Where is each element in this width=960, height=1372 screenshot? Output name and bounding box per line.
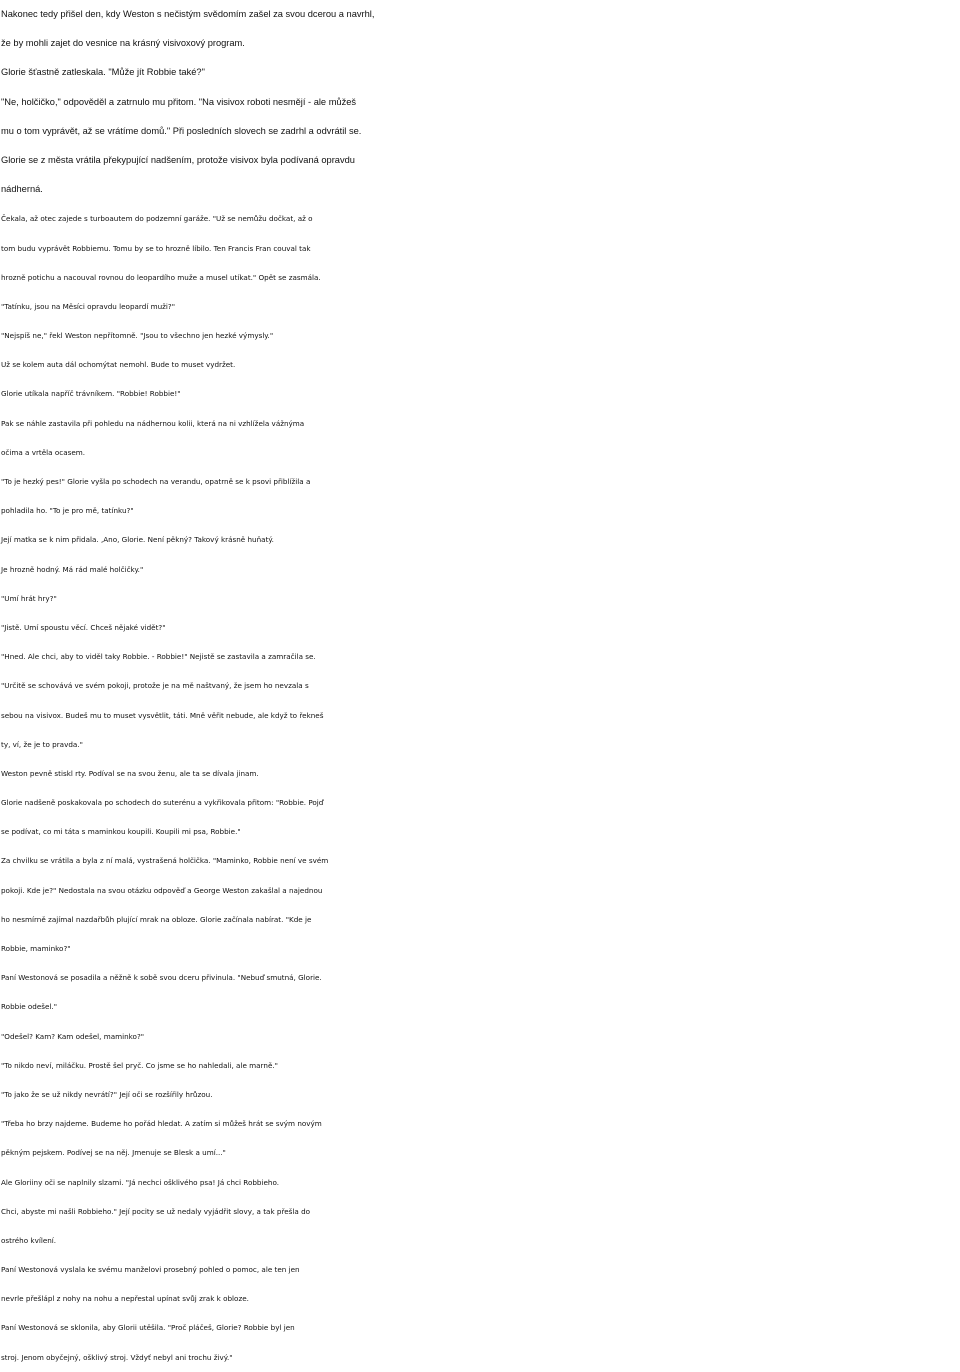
text-line: Glorie šťastně zatleskala. "Může jít Robbie také?" xyxy=(1,67,205,78)
text-line: Je hrozně hodný. Má rád malé holčičky." xyxy=(1,564,144,574)
text-line: Robbie odešel." xyxy=(1,1002,58,1012)
text-line: "To je hezký pes!" Glorie vyšla po schodech na verandu, opatrně se k psovi přiblížila a xyxy=(1,477,311,486)
text-line: "Nejspíš ne," řekl Weston nepřítomně. "Jsou to všechno jen hezké výmysly." xyxy=(1,331,274,341)
text-line: pohladila ho. "To je pro mě, tatínku?" xyxy=(1,506,134,516)
text-line: "Jistě. Umí spoustu věcí. Chceš nějaké vidět?" xyxy=(1,622,166,632)
text-line: ho nesmírně zajímal nazdařbůh plující mrak na obloze. Glorie začínala nabírat. "Kde je xyxy=(1,914,312,924)
text-line: Weston pevně stiskl rty. Podíval se na svou ženu, ale ta se dívala jinam. xyxy=(1,768,259,778)
text-line: Čekala, až otec zajede s turboautem do podzemní garáže. "Už se nemůžu dočkat, až o xyxy=(1,214,313,224)
text-line: Glorie se z města vrátila překypující nadšením, protože visivox byla podívaná opravdu xyxy=(1,154,355,165)
text-line: hrozně potichu a nacouval rovnou do leopardího muže a musel utíkat." Opět se zasmála. xyxy=(1,272,321,282)
text-line: Její matka se k nim přidala. ,Ano, Glorie. Není pěkný? Takový krásně huňatý. xyxy=(1,535,274,545)
text-line: ostrého kvílení. xyxy=(1,1235,57,1245)
text-line: Pak se náhle zastavila při pohledu na nádhernou kolii, která na ni vzhlížela vážnýma xyxy=(1,418,305,428)
text-line: Nakonec tedy přišel den, kdy Weston s nečistým svědomím zašel za svou dcerou a navrhl, xyxy=(1,9,375,19)
text-line: pokoji. Kde je?" Nedostala na svou otázku odpověď a George Weston zakašlal a najednou xyxy=(1,885,323,895)
text-line: mu o tom vyprávět, až se vrátíme domů." Při posledních slovech se zadrhl a odvrátil se. xyxy=(1,125,362,136)
text-line: "Hned. Ale chci, aby to viděl taky Robbie. - Robbie!" Nejistě se zastavila a zamračila se. xyxy=(1,652,316,662)
text-line: sebou na visivox. Budeš mu to muset vysvětlit, táti. Mně věřit nebude, ale když to řekneš xyxy=(1,710,324,720)
text-line: Glorie utíkala napříč trávníkem. "Robbie! Robbie!" xyxy=(1,389,181,399)
text-line: se podívat, co mi táta s maminkou koupili. Koupili mi psa, Robbie." xyxy=(1,827,241,837)
text-line: pěkným pejskem. Podívej se na něj. Jmenuje se Blesk a umí..." xyxy=(1,1148,226,1158)
text-line: "To jako že se už nikdy nevrátí?" Její oči se rozšířily hrůzou. xyxy=(1,1089,213,1099)
text-line: "Určitě se schovává ve svém pokoji, protože je na mě naštvaný, že jsem ho nevzala s xyxy=(1,681,309,691)
text-line: Chci, abyste mi našli Robbieho." Její pocity se už nedaly vyjádřit slovy, a tak přešla do xyxy=(1,1206,311,1216)
text-line: stroj. Jenom obyčejný, ošklivý stroj. Vždyť nebyl ani trochu živý." xyxy=(1,1352,233,1362)
text-line: ty, ví, že je to pravda." xyxy=(1,739,83,749)
text-line: "Odešel? Kam? Kam odešel, maminko?" xyxy=(1,1031,145,1041)
text-line: "Umí hrát hry?" xyxy=(1,593,57,603)
text-line: očima a vrtěla ocasem. xyxy=(1,447,86,457)
text-line: Už se kolem auta dál ochomýtat nemohl. Bude to muset vydržet. xyxy=(1,360,236,370)
text-line: "Třeba ho brzy najdeme. Budeme ho pořád hledat. A zatím si můžeš hrát se svým novým xyxy=(1,1119,322,1129)
text-line: Paní Westonová se posadila a něžně k sobě svou dceru přivinula. "Nebuď smutná, Glorie. xyxy=(1,973,322,983)
text-line: Glorie nadšeně poskakovala po schodech do suterénu a vykřikovala přitom: "Robbie. Pojď xyxy=(1,798,324,808)
text-line: "To nikdo neví, miláčku. Prostě šel pryč. Co jsme se ho nahledali, ale marně." xyxy=(1,1060,278,1070)
text-line: Paní Westonová vyslala ke svému manželovi prosebný pohled o pomoc, ale ten jen xyxy=(1,1265,300,1275)
text-line: tom budu vyprávět Robbiemu. Tomu by se to hrozně líbilo. Ten Francis Fran couval tak xyxy=(1,243,311,253)
text-line: Ale Gloriiny oči se naplnily slzami. "Já nechci ošklivého psa! Já chci Robbieho. xyxy=(1,1177,279,1187)
text-line: "Ne, holčičko," odpověděl a zatrnulo mu přitom. "Na visivox roboti nesmějí - ale můžeš xyxy=(1,96,357,107)
text-line: Robbie, maminko?" xyxy=(1,944,71,953)
text-line: nevrle přešlápl z nohy na nohu a nepřestal upínat svůj zrak k obloze. xyxy=(1,1294,249,1304)
text-line: Paní Westonová se sklonila, aby Glorii utěšila. "Proč pláčeš, Glorie? Robbie byl jen xyxy=(1,1323,295,1333)
text-line: že by mohli zajet do vesnice na krásný visivoxový program. xyxy=(1,38,245,49)
text-line: Za chvilku se vrátila a byla z ní malá, vystrašená holčička. "Maminko, Robbie není ve svém xyxy=(1,856,329,866)
text-line: nádherná. xyxy=(1,184,43,195)
text-line: "Tatínku, jsou na Měsíci opravdu leopardí muži?" xyxy=(1,301,176,311)
